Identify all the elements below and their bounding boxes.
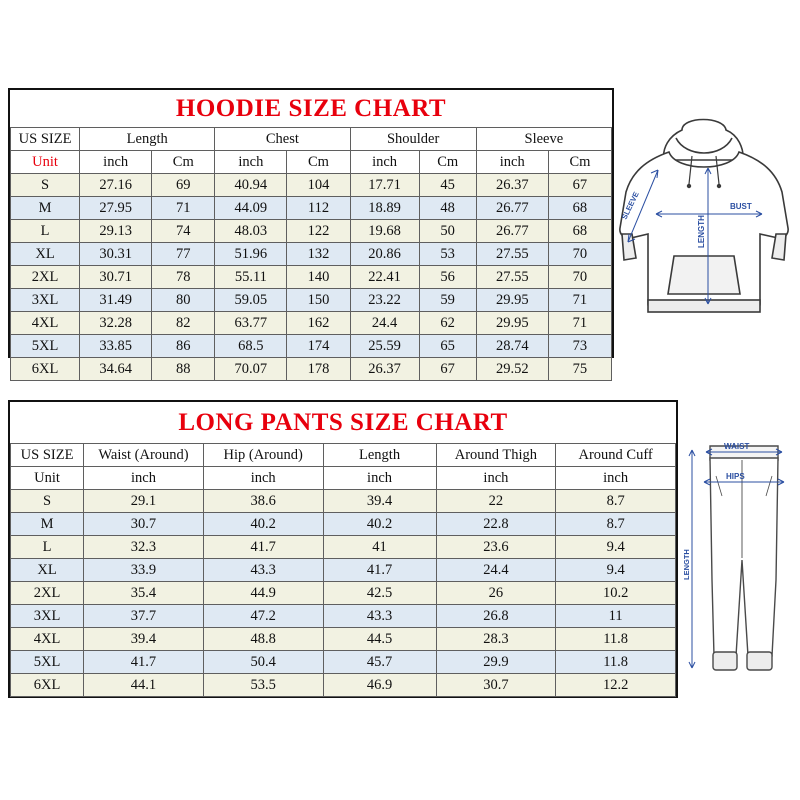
pants-header-thigh: Around Thigh [436, 444, 556, 467]
hoodie-cell: 27.55 [476, 266, 548, 289]
pants-cell: 44.9 [203, 582, 323, 605]
pants-header-waist: Waist (Around) [84, 444, 204, 467]
pants-svg [672, 430, 800, 700]
hoodie-cell: 24.4 [350, 312, 419, 335]
hoodie-cell: 2XL [11, 266, 80, 289]
pants-cell: 11 [556, 605, 676, 628]
pants-cell: 8.7 [556, 513, 676, 536]
hoodie-cell: 150 [287, 289, 350, 312]
pants-cell: 22 [436, 490, 556, 513]
hoodie-chart-title: HOODIE SIZE CHART [175, 95, 447, 122]
hoodie-cell: 48 [419, 197, 476, 220]
pants-cell: 30.7 [84, 513, 204, 536]
hoodie-cell: 140 [287, 266, 350, 289]
pants-cell: 4XL [11, 628, 84, 651]
pants-size-chart-block [8, 400, 678, 698]
pants-cell: 38.6 [203, 490, 323, 513]
label-sleeve: SLEEVE [619, 190, 641, 221]
hoodie-cell: 31.49 [80, 289, 152, 312]
hoodie-unit-label: Unit [11, 151, 80, 174]
hoodie-cell: 74 [152, 220, 215, 243]
hoodie-cell: 26.37 [350, 358, 419, 381]
hoodie-cell: 4XL [11, 312, 80, 335]
hoodie-cell: 67 [548, 174, 611, 197]
table-row [11, 197, 612, 220]
pants-cell: 5XL [11, 651, 84, 674]
hoodie-cell: 73 [548, 335, 611, 358]
hoodie-unit-cell: Cm [548, 151, 611, 174]
table-row [11, 490, 676, 513]
hoodie-cell: 50 [419, 220, 476, 243]
table-row [11, 358, 612, 381]
pants-cell: 39.4 [323, 490, 436, 513]
table-row [11, 266, 612, 289]
table-row [11, 220, 612, 243]
hoodie-cell: 34.64 [80, 358, 152, 381]
hoodie-cell: 178 [287, 358, 350, 381]
pants-cell: 50.4 [203, 651, 323, 674]
hoodie-cell: 59 [419, 289, 476, 312]
hoodie-cell: 70.07 [215, 358, 287, 381]
pants-unit-label: Unit [11, 467, 84, 490]
hoodie-cell: 59.05 [215, 289, 287, 312]
pants-group-header-row [11, 444, 676, 467]
hoodie-cell: 22.41 [350, 266, 419, 289]
pants-cell: 41.7 [84, 651, 204, 674]
hoodie-cell: 25.59 [350, 335, 419, 358]
hoodie-cell: 27.16 [80, 174, 152, 197]
pants-cell: 42.5 [323, 582, 436, 605]
pants-cell: XL [11, 559, 84, 582]
hoodie-cell: 26.77 [476, 220, 548, 243]
hoodie-cell: 53 [419, 243, 476, 266]
pants-unit-header-row [11, 467, 676, 490]
hoodie-cell: 44.09 [215, 197, 287, 220]
hoodie-cell: 65 [419, 335, 476, 358]
pants-cell: 46.9 [323, 674, 436, 697]
hoodie-cell: 26.77 [476, 197, 548, 220]
hoodie-cell: 32.28 [80, 312, 152, 335]
label-length: LENGTH [682, 549, 691, 580]
pants-cell: 2XL [11, 582, 84, 605]
hoodie-cell: 69 [152, 174, 215, 197]
hoodie-cell: 71 [548, 289, 611, 312]
hoodie-cell: 33.85 [80, 335, 152, 358]
table-row [11, 335, 612, 358]
hoodie-cell: 20.86 [350, 243, 419, 266]
pants-unit-cell: inch [323, 467, 436, 490]
hoodie-cell: 28.74 [476, 335, 548, 358]
hoodie-cell: 29.52 [476, 358, 548, 381]
hoodie-cell: 5XL [11, 335, 80, 358]
pants-cell: 44.1 [84, 674, 204, 697]
table-row [11, 174, 612, 197]
hoodie-cell: 68 [548, 197, 611, 220]
pants-cell: M [11, 513, 84, 536]
pants-cell: 37.7 [84, 605, 204, 628]
hoodie-svg [612, 108, 800, 338]
pants-cell: 11.8 [556, 628, 676, 651]
pants-header-hip: Hip (Around) [203, 444, 323, 467]
hoodie-cell: 27.95 [80, 197, 152, 220]
pants-cell: 3XL [11, 605, 84, 628]
hoodie-cell: 68 [548, 220, 611, 243]
hoodie-unit-cell: inch [350, 151, 419, 174]
hoodie-cell: 29.95 [476, 312, 548, 335]
hoodie-cell: S [11, 174, 80, 197]
hoodie-cell: 71 [548, 312, 611, 335]
pants-cell: 47.2 [203, 605, 323, 628]
pants-cell: 30.7 [436, 674, 556, 697]
pants-header-length: Length [323, 444, 436, 467]
hoodie-cell: 19.68 [350, 220, 419, 243]
hoodie-illustration [612, 108, 800, 338]
table-row [11, 582, 676, 605]
hoodie-cell: 104 [287, 174, 350, 197]
hoodie-unit-cell: inch [476, 151, 548, 174]
hoodie-group-header-row [11, 128, 612, 151]
hoodie-cell: 88 [152, 358, 215, 381]
hoodie-cell: 55.11 [215, 266, 287, 289]
table-row [11, 628, 676, 651]
pants-header-cuff: Around Cuff [556, 444, 676, 467]
hoodie-cell: 71 [152, 197, 215, 220]
pants-cell: 24.4 [436, 559, 556, 582]
hoodie-cell: 77 [152, 243, 215, 266]
hoodie-header-sleeve: Sleeve [476, 128, 611, 151]
table-row [11, 243, 612, 266]
pants-cell: 48.8 [203, 628, 323, 651]
hoodie-cell: L [11, 220, 80, 243]
hoodie-cell: 78 [152, 266, 215, 289]
hoodie-cell: 30.31 [80, 243, 152, 266]
hoodie-cell: 80 [152, 289, 215, 312]
hoodie-cell: 6XL [11, 358, 80, 381]
hoodie-unit-header-row [11, 151, 612, 174]
pants-cell: 44.5 [323, 628, 436, 651]
label-length: LENGTH [697, 215, 706, 248]
pants-cell: 11.8 [556, 651, 676, 674]
pants-cell: 40.2 [323, 513, 436, 536]
pants-cell: 35.4 [84, 582, 204, 605]
table-row [11, 651, 676, 674]
pants-chart-title: LONG PANTS SIZE CHART [178, 409, 508, 436]
hoodie-cell: 86 [152, 335, 215, 358]
label-bust: BUST [730, 202, 752, 211]
hoodie-cell: 56 [419, 266, 476, 289]
table-row [11, 312, 612, 335]
table-row [11, 559, 676, 582]
hoodie-cell: 70 [548, 266, 611, 289]
hoodie-cell: 70 [548, 243, 611, 266]
hoodie-cell: 67 [419, 358, 476, 381]
pants-cell: 43.3 [323, 605, 436, 628]
pants-cell: 41 [323, 536, 436, 559]
pants-cell: 29.9 [436, 651, 556, 674]
hoodie-unit-cell: Cm [152, 151, 215, 174]
hoodie-unit-cell: Cm [419, 151, 476, 174]
table-row [11, 674, 676, 697]
pants-cell: 39.4 [84, 628, 204, 651]
pants-illustration [672, 430, 800, 700]
pants-cell: 10.2 [556, 582, 676, 605]
hoodie-cell: 26.37 [476, 174, 548, 197]
pants-cell: 23.6 [436, 536, 556, 559]
label-hips: HIPS [726, 472, 745, 481]
pants-cell: 6XL [11, 674, 84, 697]
pants-cell: 43.3 [203, 559, 323, 582]
pants-cell: 40.2 [203, 513, 323, 536]
pants-cell: 41.7 [323, 559, 436, 582]
pants-cell: 8.7 [556, 490, 676, 513]
pants-cell: 32.3 [84, 536, 204, 559]
pants-size-table [10, 443, 676, 697]
hoodie-cell: 23.22 [350, 289, 419, 312]
pants-unit-cell: inch [556, 467, 676, 490]
table-row [11, 605, 676, 628]
hoodie-cell: 3XL [11, 289, 80, 312]
pants-cell: 45.7 [323, 651, 436, 674]
pants-header-us-size: US SIZE [11, 444, 84, 467]
hoodie-cell: 29.13 [80, 220, 152, 243]
table-row [11, 536, 676, 559]
hoodie-cell: 17.71 [350, 174, 419, 197]
pants-cell: 53.5 [203, 674, 323, 697]
hoodie-header-chest: Chest [215, 128, 350, 151]
pants-cell: L [11, 536, 84, 559]
pants-cell: 22.8 [436, 513, 556, 536]
hoodie-header-length: Length [80, 128, 215, 151]
pants-unit-cell: inch [436, 467, 556, 490]
hoodie-cell: 30.71 [80, 266, 152, 289]
hoodie-cell: 68.5 [215, 335, 287, 358]
hoodie-cell: 45 [419, 174, 476, 197]
hoodie-size-chart-block [8, 88, 614, 377]
hoodie-cell: 112 [287, 197, 350, 220]
hoodie-cell: 174 [287, 335, 350, 358]
label-waist: WAIST [724, 442, 750, 451]
table-row [11, 513, 676, 536]
hoodie-cell: 18.89 [350, 197, 419, 220]
hoodie-cell: 162 [287, 312, 350, 335]
pants-cell: 29.1 [84, 490, 204, 513]
pants-cell: 33.9 [84, 559, 204, 582]
hoodie-size-table [10, 127, 612, 381]
pants-cell: 9.4 [556, 536, 676, 559]
pants-cell: 28.3 [436, 628, 556, 651]
hoodie-cell: 62 [419, 312, 476, 335]
pants-cell: 26 [436, 582, 556, 605]
hoodie-cell: 29.95 [476, 289, 548, 312]
hoodie-cell: 27.55 [476, 243, 548, 266]
hoodie-cell: 51.96 [215, 243, 287, 266]
pants-unit-cell: inch [84, 467, 204, 490]
hoodie-cell: 63.77 [215, 312, 287, 335]
pants-cell: 26.8 [436, 605, 556, 628]
hoodie-cell: 82 [152, 312, 215, 335]
hoodie-header-us-size: US SIZE [11, 128, 80, 151]
pants-cell: 9.4 [556, 559, 676, 582]
hoodie-header-shoulder: Shoulder [350, 128, 476, 151]
pants-cell: S [11, 490, 84, 513]
table-row [11, 289, 612, 312]
hoodie-cell: XL [11, 243, 80, 266]
hoodie-cell: 48.03 [215, 220, 287, 243]
hoodie-unit-cell: inch [215, 151, 287, 174]
pants-cell: 41.7 [203, 536, 323, 559]
hoodie-cell: 75 [548, 358, 611, 381]
pants-cell: 12.2 [556, 674, 676, 697]
hoodie-unit-cell: inch [80, 151, 152, 174]
hoodie-cell: 132 [287, 243, 350, 266]
pants-unit-cell: inch [203, 467, 323, 490]
hoodie-cell: M [11, 197, 80, 220]
hoodie-cell: 122 [287, 220, 350, 243]
hoodie-cell: 40.94 [215, 174, 287, 197]
hoodie-unit-cell: Cm [287, 151, 350, 174]
